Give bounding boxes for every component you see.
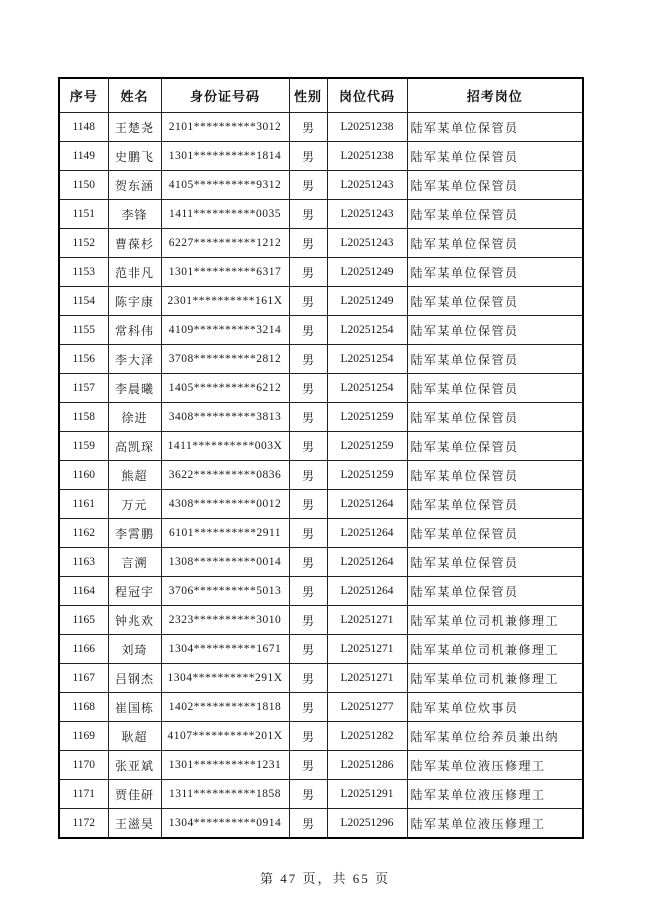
cell-post-title: 陆军某单位液压修理工	[407, 809, 583, 839]
recruitment-roster-table	[58, 77, 584, 839]
cell-post-title: 陆军某单位保管员	[407, 287, 583, 316]
table-row	[59, 664, 583, 693]
cell-id-number: 1304**********1671	[161, 635, 289, 664]
table-row	[59, 635, 583, 664]
cell-id-number: 1301**********1231	[161, 751, 289, 780]
cell-post-code: L20251264	[327, 548, 407, 577]
cell-gender: 男	[289, 229, 327, 258]
cell-id-number: 6227**********1212	[161, 229, 289, 258]
cell-post-code: L20251243	[327, 229, 407, 258]
cell-gender: 男	[289, 461, 327, 490]
table-row	[59, 287, 583, 316]
cell-gender: 男	[289, 142, 327, 171]
table-body	[59, 113, 583, 839]
cell-id-number: 4105**********9312	[161, 171, 289, 200]
table-header-row	[59, 78, 583, 113]
cell-index: 1169	[59, 722, 108, 751]
cell-id-number: 2101**********3012	[161, 113, 289, 142]
cell-id-number: 2323**********3010	[161, 606, 289, 635]
cell-id-number: 3706**********5013	[161, 577, 289, 606]
cell-name: 崔国栋	[108, 693, 161, 722]
cell-name: 贾佳研	[108, 780, 161, 809]
cell-post-title: 陆军某单位保管员	[407, 432, 583, 461]
cell-name: 史鹏飞	[108, 142, 161, 171]
column-header-index: 序号	[59, 78, 108, 113]
cell-post-title: 陆军某单位保管员	[407, 345, 583, 374]
cell-id-number: 3708**********2812	[161, 345, 289, 374]
column-header-gender: 性别	[289, 78, 327, 113]
cell-gender: 男	[289, 374, 327, 403]
table-row	[59, 316, 583, 345]
cell-index: 1167	[59, 664, 108, 693]
cell-id-number: 3622**********0836	[161, 461, 289, 490]
cell-name: 徐进	[108, 403, 161, 432]
cell-index: 1164	[59, 577, 108, 606]
cell-post-code: L20251238	[327, 142, 407, 171]
column-header-id-number: 身份证号码	[161, 78, 289, 113]
cell-index: 1157	[59, 374, 108, 403]
cell-post-code: L20251259	[327, 461, 407, 490]
table-row	[59, 374, 583, 403]
cell-index: 1155	[59, 316, 108, 345]
cell-post-title: 陆军某单位液压修理工	[407, 780, 583, 809]
table-row	[59, 780, 583, 809]
cell-post-title: 陆军某单位保管员	[407, 461, 583, 490]
table-row	[59, 345, 583, 374]
cell-id-number: 6101**********2911	[161, 519, 289, 548]
cell-post-code: L20251259	[327, 403, 407, 432]
table-row	[59, 548, 583, 577]
cell-name: 钟兆欢	[108, 606, 161, 635]
cell-post-code: L20251271	[327, 606, 407, 635]
table-row	[59, 229, 583, 258]
cell-gender: 男	[289, 287, 327, 316]
table-row	[59, 113, 583, 142]
cell-post-title: 陆军某单位保管员	[407, 171, 583, 200]
cell-index: 1154	[59, 287, 108, 316]
cell-name: 言溯	[108, 548, 161, 577]
cell-id-number: 1301**********1814	[161, 142, 289, 171]
cell-name: 李晨曦	[108, 374, 161, 403]
cell-index: 1152	[59, 229, 108, 258]
table-row	[59, 200, 583, 229]
table-row	[59, 432, 583, 461]
table-row	[59, 258, 583, 287]
cell-name: 王楚尧	[108, 113, 161, 142]
cell-gender: 男	[289, 751, 327, 780]
cell-post-code: L20251282	[327, 722, 407, 751]
column-header-post-title: 招考岗位	[407, 78, 583, 113]
cell-name: 万元	[108, 490, 161, 519]
table-row	[59, 171, 583, 200]
column-header-post-code: 岗位代码	[327, 78, 407, 113]
cell-post-code: L20251264	[327, 577, 407, 606]
cell-post-code: L20251254	[327, 316, 407, 345]
cell-gender: 男	[289, 403, 327, 432]
cell-id-number: 1402**********1818	[161, 693, 289, 722]
table-row	[59, 519, 583, 548]
cell-post-code: L20251271	[327, 635, 407, 664]
cell-index: 1163	[59, 548, 108, 577]
cell-post-code: L20251243	[327, 171, 407, 200]
cell-index: 1153	[59, 258, 108, 287]
cell-name: 高凯琛	[108, 432, 161, 461]
table-row	[59, 809, 583, 839]
table-row	[59, 403, 583, 432]
cell-id-number: 1301**********6317	[161, 258, 289, 287]
cell-name: 熊超	[108, 461, 161, 490]
cell-post-title: 陆军某单位司机兼修理工	[407, 606, 583, 635]
cell-post-code: L20251249	[327, 287, 407, 316]
cell-post-title: 陆军某单位保管员	[407, 142, 583, 171]
cell-gender: 男	[289, 664, 327, 693]
cell-id-number: 1304**********0914	[161, 809, 289, 839]
cell-gender: 男	[289, 809, 327, 839]
cell-gender: 男	[289, 432, 327, 461]
cell-post-code: L20251243	[327, 200, 407, 229]
cell-post-code: L20251271	[327, 664, 407, 693]
cell-name: 李霄鹏	[108, 519, 161, 548]
cell-post-title: 陆军某单位保管员	[407, 548, 583, 577]
cell-name: 耿超	[108, 722, 161, 751]
cell-post-title: 陆军某单位保管员	[407, 490, 583, 519]
cell-name: 吕钢杰	[108, 664, 161, 693]
cell-gender: 男	[289, 200, 327, 229]
cell-post-code: L20251254	[327, 345, 407, 374]
cell-gender: 男	[289, 577, 327, 606]
cell-id-number: 3408**********3813	[161, 403, 289, 432]
cell-post-code: L20251277	[327, 693, 407, 722]
cell-name: 曹葆杉	[108, 229, 161, 258]
table-row	[59, 722, 583, 751]
cell-post-title: 陆军某单位司机兼修理工	[407, 664, 583, 693]
cell-name: 程冠宇	[108, 577, 161, 606]
cell-index: 1161	[59, 490, 108, 519]
cell-post-title: 陆军某单位保管员	[407, 113, 583, 142]
cell-post-title: 陆军某单位保管员	[407, 374, 583, 403]
cell-index: 1172	[59, 809, 108, 839]
cell-name: 常科伟	[108, 316, 161, 345]
cell-post-code: L20251238	[327, 113, 407, 142]
cell-index: 1156	[59, 345, 108, 374]
cell-post-title: 陆军某单位保管员	[407, 258, 583, 287]
cell-index: 1149	[59, 142, 108, 171]
cell-post-code: L20251249	[327, 258, 407, 287]
table-row	[59, 751, 583, 780]
cell-index: 1158	[59, 403, 108, 432]
cell-post-code: L20251286	[327, 751, 407, 780]
cell-index: 1160	[59, 461, 108, 490]
cell-post-title: 陆军某单位保管员	[407, 577, 583, 606]
cell-name: 王滋昊	[108, 809, 161, 839]
cell-post-title: 陆军某单位液压修理工	[407, 751, 583, 780]
cell-post-title: 陆军某单位保管员	[407, 316, 583, 345]
cell-post-title: 陆军某单位保管员	[407, 519, 583, 548]
cell-post-title: 陆军某单位给养员兼出纳	[407, 722, 583, 751]
cell-index: 1165	[59, 606, 108, 635]
table-row	[59, 577, 583, 606]
cell-index: 1148	[59, 113, 108, 142]
table-row	[59, 606, 583, 635]
cell-gender: 男	[289, 519, 327, 548]
table-row	[59, 693, 583, 722]
cell-gender: 男	[289, 113, 327, 142]
cell-name: 贺东涵	[108, 171, 161, 200]
table-row	[59, 142, 583, 171]
cell-name: 范非凡	[108, 258, 161, 287]
cell-post-code: L20251259	[327, 432, 407, 461]
cell-name: 张亚斌	[108, 751, 161, 780]
cell-post-title: 陆军某单位保管员	[407, 200, 583, 229]
cell-post-code: L20251264	[327, 519, 407, 548]
cell-post-code: L20251291	[327, 780, 407, 809]
cell-id-number: 1311**********1858	[161, 780, 289, 809]
cell-id-number: 1308**********0014	[161, 548, 289, 577]
cell-post-title: 陆军某单位保管员	[407, 229, 583, 258]
cell-index: 1171	[59, 780, 108, 809]
cell-gender: 男	[289, 345, 327, 374]
cell-index: 1168	[59, 693, 108, 722]
column-header-name: 姓名	[108, 78, 161, 113]
cell-index: 1151	[59, 200, 108, 229]
table-row	[59, 490, 583, 519]
cell-index: 1162	[59, 519, 108, 548]
cell-gender: 男	[289, 780, 327, 809]
cell-gender: 男	[289, 722, 327, 751]
cell-name: 刘琦	[108, 635, 161, 664]
cell-index: 1150	[59, 171, 108, 200]
cell-name: 李锋	[108, 200, 161, 229]
cell-post-code: L20251254	[327, 374, 407, 403]
cell-post-code: L20251296	[327, 809, 407, 839]
cell-id-number: 4109**********3214	[161, 316, 289, 345]
cell-gender: 男	[289, 548, 327, 577]
cell-id-number: 4308**********0012	[161, 490, 289, 519]
cell-gender: 男	[289, 693, 327, 722]
cell-index: 1159	[59, 432, 108, 461]
cell-gender: 男	[289, 171, 327, 200]
cell-gender: 男	[289, 316, 327, 345]
table-row	[59, 461, 583, 490]
cell-name: 李大泽	[108, 345, 161, 374]
cell-gender: 男	[289, 606, 327, 635]
cell-gender: 男	[289, 258, 327, 287]
cell-id-number: 1405**********6212	[161, 374, 289, 403]
cell-gender: 男	[289, 635, 327, 664]
cell-post-title: 陆军某单位炊事员	[407, 693, 583, 722]
cell-post-code: L20251264	[327, 490, 407, 519]
cell-gender: 男	[289, 490, 327, 519]
page-footer: 第 47 页，共 65 页	[259, 871, 390, 886]
cell-id-number: 1304**********291X	[161, 664, 289, 693]
cell-id-number: 2301**********161X	[161, 287, 289, 316]
cell-index: 1170	[59, 751, 108, 780]
cell-id-number: 1411**********0035	[161, 200, 289, 229]
cell-name: 陈宇康	[108, 287, 161, 316]
cell-id-number: 1411**********003X	[161, 432, 289, 461]
cell-id-number: 4107**********201X	[161, 722, 289, 751]
cell-index: 1166	[59, 635, 108, 664]
cell-post-title: 陆军某单位司机兼修理工	[407, 635, 583, 664]
cell-post-title: 陆军某单位保管员	[407, 403, 583, 432]
